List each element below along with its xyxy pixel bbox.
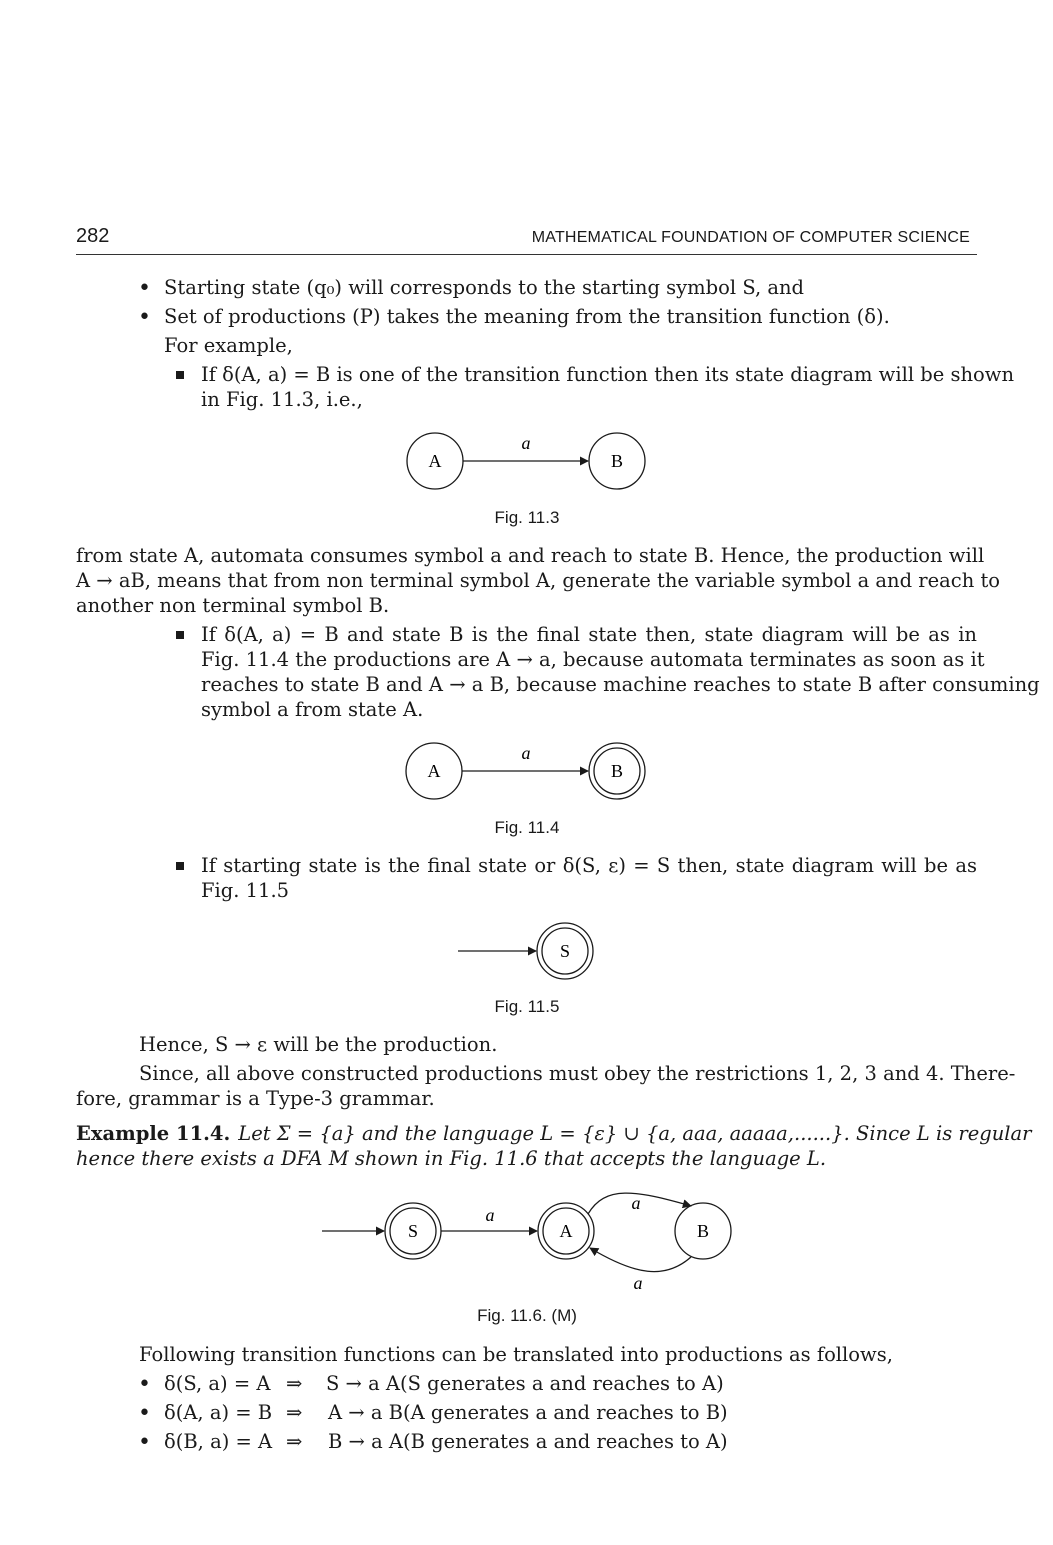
production-rhs: A → a B(A generates a and reaches to B) <box>328 1401 728 1424</box>
sq-item-line: symbol a from state A. <box>201 698 424 721</box>
fig-11-6-caption: Fig. 11.6. (M) <box>477 1306 577 1325</box>
sq-item-line: Fig. 11.5 <box>201 879 290 902</box>
fig-11-5-caption: Fig. 11.5 <box>494 997 560 1016</box>
for-example-text: For example, <box>164 334 293 357</box>
production-lhs: δ(A, a) = B <box>164 1401 273 1424</box>
fig-11-6-diagram <box>315 1185 745 1295</box>
bullet-text: Starting state (q₀) will corresponds to the starting symbol S, and <box>164 276 805 299</box>
state-a-label: A <box>428 451 442 471</box>
square-bullet <box>176 862 184 870</box>
header-rule <box>76 254 977 255</box>
paragraph-line: from state A, automata consumes symbol a and reach to state B. Hence, the production will <box>76 544 985 567</box>
paragraph-line: A → aB, means that from non terminal symbol A, generate the variable symbol a and reach to <box>76 569 1001 592</box>
edge-b-a <box>590 1248 691 1272</box>
paragraph-line: another non terminal symbol B. <box>76 594 390 617</box>
since-line: Since, all above constructed productions must obey the restrictions 1, 2, 3 and 4. There- <box>139 1062 1016 1085</box>
edge-b-a-label: a <box>633 1273 643 1293</box>
sq-item-line: Fig. 11.4 the productions are A → a, because automata terminates as soon as it <box>201 648 985 671</box>
production-rhs: S → a A(S generates a and reaches to A) <box>326 1372 724 1395</box>
fig-11-3-diagram <box>400 425 660 500</box>
edge-s-a-label: a <box>485 1205 495 1225</box>
example-line-2 <box>76 1146 826 1171</box>
following-line: Following transition functions can be translated into productions as follows, <box>139 1343 893 1366</box>
bullet-text: Set of productions (P) takes the meaning from the transition function (δ). <box>164 305 890 328</box>
bullet-dot: • <box>138 1430 151 1455</box>
sq-item-line: in Fig. 11.3, i.e., <box>201 388 363 411</box>
production-rhs: B → a A(B generates a and reaches to A) <box>328 1430 728 1453</box>
example-statement-cont: hence there exists a DFA M shown in Fig. 11.6 that accepts the language L. <box>76 1147 827 1170</box>
fig-11-4-diagram <box>400 735 660 810</box>
state-s-label: S <box>407 1221 419 1241</box>
example-line-1 <box>76 1121 1032 1146</box>
square-bullet <box>176 631 184 639</box>
fig-11-4-caption: Fig. 11.4 <box>494 818 560 837</box>
state-a-label: A <box>559 1221 573 1241</box>
running-title: MATHEMATICAL FOUNDATION OF COMPUTER SCIENCE <box>531 229 970 246</box>
bullet-dot: • <box>138 305 151 330</box>
page-number: 282 <box>76 225 110 247</box>
state-s-label: S <box>559 941 571 961</box>
bullet-dot: • <box>138 1372 151 1397</box>
fig-11-3-caption: Fig. 11.3 <box>494 508 560 527</box>
example-statement: Let Σ = {a} and the language L = {ε} ∪ {a, aaa, aaaaa,......}. Since L is regular <box>238 1122 1032 1145</box>
production-lhs: δ(S, a) = A <box>164 1372 271 1395</box>
bullet-dot: • <box>138 276 151 301</box>
state-b-label: B <box>696 1221 710 1241</box>
sq-item-line: If δ(A, a) = B and state B is the final state then, state diagram will be as in <box>201 623 977 646</box>
sq-item-line: If starting state is the final state or δ(S, ε) = S then, state diagram will be as <box>201 854 977 877</box>
hence-line: Hence, S → ε will be the production. <box>139 1033 498 1056</box>
square-bullet <box>176 371 184 379</box>
fig-11-5-diagram <box>450 915 610 990</box>
production-lhs: δ(B, a) = A <box>164 1430 273 1453</box>
implies-arrow: ⇒ <box>286 1430 303 1453</box>
state-a-label: A <box>427 761 441 781</box>
edge-label: a <box>521 743 531 763</box>
state-b-label: B <box>610 451 624 471</box>
implies-arrow: ⇒ <box>286 1401 303 1424</box>
example-label: Example 11.4. <box>76 1122 231 1145</box>
edge-a-b-label: a <box>631 1193 641 1213</box>
sq-item-line: If δ(A, a) = B is one of the transition function then its state diagram will be shown <box>201 363 1015 386</box>
since-line: fore, grammar is a Type-3 grammar. <box>76 1087 435 1110</box>
implies-arrow: ⇒ <box>286 1372 303 1395</box>
state-b-label: B <box>610 761 624 781</box>
bullet-dot: • <box>138 1401 151 1426</box>
sq-item-line: reaches to state B and A → a B, because machine reaches to state B after consuming <box>201 673 1040 696</box>
edge-label: a <box>521 433 531 453</box>
